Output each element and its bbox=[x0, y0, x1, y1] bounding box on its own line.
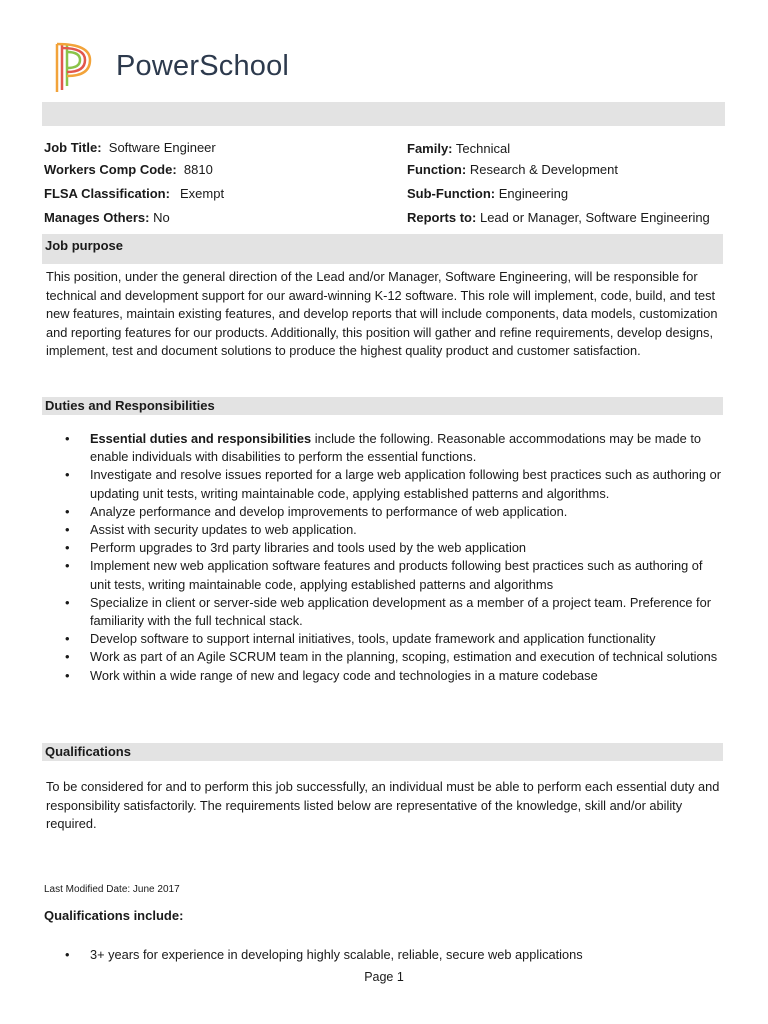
job-title-value: Software Engineer bbox=[108, 140, 216, 155]
reports-value: Lead or Manager, Software Engineering bbox=[479, 210, 710, 225]
list-item: • Work as part of an Agile SCRUM team in the planning, scoping, estimation and execution of technical solutions bbox=[46, 648, 726, 666]
family-row bbox=[407, 140, 510, 158]
job-purpose-heading: Job purpose bbox=[42, 234, 723, 264]
qualifications-text: To be considered for and to perform this job successfully, an individual must be able to perform each essential duty and responsibility satisfactorily. The requirements listed below are representative of the knowledge, skill and/or ability required. bbox=[46, 779, 720, 832]
list-item: • Work within a wide range of new and legacy code and technologies in a mature codebase bbox=[46, 667, 726, 685]
subfunction-row bbox=[407, 185, 568, 203]
list-item: • Analyze performance and develop improvements to performance of web application. bbox=[46, 503, 726, 521]
duties-lead-text: include the following. Reasonable accommodations may be made to enable individuals with disabilities to perform the essential functions. bbox=[90, 431, 701, 465]
function-row bbox=[407, 161, 618, 179]
last-modified-date: Last Modified Date: June 2017 bbox=[44, 884, 180, 895]
reports-label: Reports to: bbox=[407, 210, 477, 225]
list-item: • Perform upgrades to 3rd party libraries and tools used by the web application bbox=[46, 539, 726, 557]
duties-lead-bold: Essential duties and responsibilities bbox=[90, 431, 312, 446]
duties-heading: Duties and Responsibilities bbox=[42, 397, 723, 415]
workers-comp-row bbox=[44, 161, 213, 179]
job-purpose-text: This position, under the general direction of the Lead and/or Manager, Software Engineering, will be responsible for technical and development support for our award-winning K-12 software. This role will implement, code, build, and test new features, maintain existing features, and develop reports that will include components, data models, customization and reporting features for our products. Additionally, this position will gather and refine requirements, develop designs, implement, test and document solutions to produce the highest quality product and customer satisfaction. bbox=[46, 269, 718, 359]
family-label: Family: bbox=[407, 141, 453, 156]
subfunction-label: Sub-Function: bbox=[407, 186, 496, 201]
powerschool-logo bbox=[54, 40, 324, 96]
flsa-row bbox=[44, 185, 225, 203]
powerschool-logo-icon bbox=[54, 40, 98, 96]
manages-row bbox=[44, 209, 170, 227]
flsa-label: FLSA Classification: bbox=[44, 186, 170, 201]
workers-comp-label: Workers Comp Code: bbox=[44, 162, 177, 177]
family-value: Technical bbox=[455, 141, 511, 156]
function-value: Research & Development bbox=[469, 162, 618, 177]
page-number: Page 1 bbox=[364, 970, 404, 984]
manages-value: No bbox=[153, 210, 170, 225]
brand-name: PowerSchool bbox=[116, 50, 290, 82]
list-item: • Specialize in client or server-side web application development as a member of a project team. Preference for familiarity with the full technical stack. bbox=[46, 594, 726, 630]
list-item: • 3+ years for experience in developing highly scalable, reliable, secure web applications bbox=[46, 946, 726, 964]
job-title-label: Job Title: bbox=[44, 140, 102, 155]
qualifications-include-heading: Qualifications include: bbox=[44, 908, 184, 923]
list-item: • Develop software to support internal initiatives, tools, update framework and application functionality bbox=[46, 630, 726, 648]
header-divider-bar bbox=[42, 102, 725, 126]
list-item: • Implement new web application software features and products following best practices such as authoring of unit tests, writing maintainable code, applying established patterns and algorithms bbox=[46, 557, 726, 593]
list-item: • Assist with security updates to web application. bbox=[46, 521, 726, 539]
qualifications-heading: Qualifications bbox=[42, 743, 723, 761]
subfunction-value: Engineering bbox=[498, 186, 569, 201]
duties-list bbox=[46, 430, 726, 685]
job-title-row bbox=[44, 139, 216, 157]
list-item bbox=[46, 430, 726, 466]
workers-comp-value: 8810 bbox=[183, 162, 213, 177]
flsa-value: Exempt bbox=[180, 186, 225, 201]
reports-row bbox=[407, 209, 710, 227]
qualifications-list bbox=[46, 946, 726, 964]
function-label: Function: bbox=[407, 162, 467, 177]
list-item: • Investigate and resolve issues reported for a large web application following best practices such as authoring or updating unit tests, writing maintainable code, applying established patterns and algorithms. bbox=[46, 466, 726, 502]
manages-label: Manages Others: bbox=[44, 210, 150, 225]
